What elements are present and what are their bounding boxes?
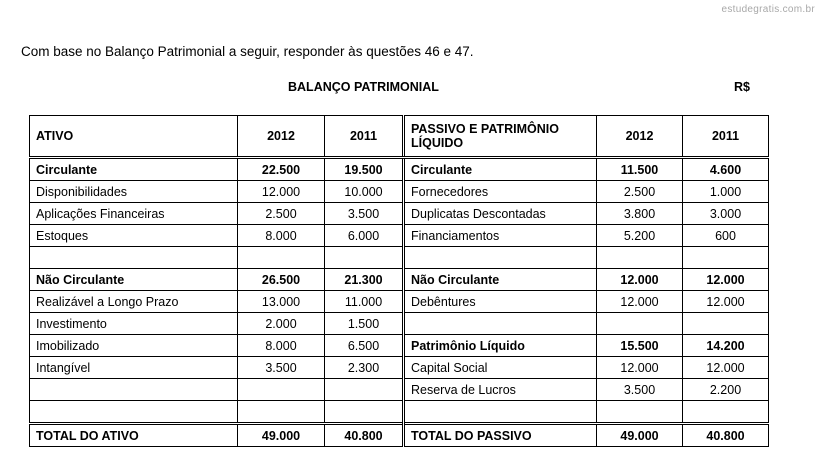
passivo-label: Patrimônio Líquido	[404, 335, 597, 357]
passivo-2011: 12.000	[683, 269, 769, 291]
ativo-label: Imobilizado	[30, 335, 238, 357]
currency-label: R$	[734, 80, 750, 94]
passivo-2011: 600	[683, 225, 769, 247]
table-row-empty	[30, 401, 769, 424]
ativo-2011: 6.500	[325, 335, 404, 357]
passivo-label	[404, 313, 597, 335]
ativo-label: Estoques	[30, 225, 238, 247]
ativo-label	[30, 379, 238, 401]
header-ativo-2011: 2011	[325, 116, 404, 158]
passivo-2011: 1.000	[683, 181, 769, 203]
total-passivo-label: TOTAL DO PASSIVO	[404, 424, 597, 447]
ativo-2012: 8.000	[238, 225, 325, 247]
passivo-label	[404, 247, 597, 269]
passivo-2012: 3.500	[597, 379, 683, 401]
table-header-row	[30, 116, 769, 158]
total-ativo-2012: 49.000	[238, 424, 325, 447]
ativo-2012: 3.500	[238, 357, 325, 379]
totals-row	[30, 424, 769, 447]
passivo-label	[404, 401, 597, 424]
table-row	[30, 225, 769, 247]
total-passivo-2012: 49.000	[597, 424, 683, 447]
ativo-label: Realizável a Longo Prazo	[30, 291, 238, 313]
passivo-2012	[597, 247, 683, 269]
ativo-label: Aplicações Financeiras	[30, 203, 238, 225]
ativo-2011: 21.300	[325, 269, 404, 291]
passivo-label: Não Circulante	[404, 269, 597, 291]
passivo-2012: 12.000	[597, 291, 683, 313]
table-row	[30, 269, 769, 291]
ativo-2011: 11.000	[325, 291, 404, 313]
passivo-label: Financiamentos	[404, 225, 597, 247]
table-row	[30, 335, 769, 357]
ativo-2011: 2.300	[325, 357, 404, 379]
header-ativo-2012: 2012	[238, 116, 325, 158]
passivo-2012: 12.000	[597, 269, 683, 291]
ativo-2011: 19.500	[325, 158, 404, 181]
ativo-2012	[238, 247, 325, 269]
passivo-2012: 11.500	[597, 158, 683, 181]
ativo-2012: 26.500	[238, 269, 325, 291]
passivo-2012: 3.800	[597, 203, 683, 225]
ativo-2012: 8.000	[238, 335, 325, 357]
passivo-2012: 2.500	[597, 181, 683, 203]
passivo-2012	[597, 401, 683, 424]
ativo-label	[30, 247, 238, 269]
header-passivo-2011: 2011	[683, 116, 769, 158]
passivo-label: Fornecedores	[404, 181, 597, 203]
table-row	[30, 203, 769, 225]
header-passivo: PASSIVO E PATRIMÔNIO LÍQUIDO	[404, 116, 597, 158]
ativo-2012: 12.000	[238, 181, 325, 203]
passivo-label: Circulante	[404, 158, 597, 181]
passivo-2011	[683, 247, 769, 269]
passivo-label: Reserva de Lucros	[404, 379, 597, 401]
passivo-label: Duplicatas Descontadas	[404, 203, 597, 225]
ativo-2012: 2.000	[238, 313, 325, 335]
intro-text: Com base no Balanço Patrimonial a seguir, responder às questões 46 e 47.	[21, 44, 474, 59]
ativo-label: Não Circulante	[30, 269, 238, 291]
table-row	[30, 379, 769, 401]
table-row	[30, 181, 769, 203]
header-passivo-2012: 2012	[597, 116, 683, 158]
ativo-label: Investimento	[30, 313, 238, 335]
passivo-2012	[597, 313, 683, 335]
ativo-2011: 3.500	[325, 203, 404, 225]
ativo-label: Disponibilidades	[30, 181, 238, 203]
ativo-2011: 10.000	[325, 181, 404, 203]
passivo-label: Capital Social	[404, 357, 597, 379]
passivo-2011	[683, 401, 769, 424]
table-row	[30, 357, 769, 379]
table-row	[30, 158, 769, 181]
statement-title: BALANÇO PATRIMONIAL	[288, 80, 439, 94]
total-ativo-2011: 40.800	[325, 424, 404, 447]
ativo-2011	[325, 401, 404, 424]
passivo-2012: 15.500	[597, 335, 683, 357]
ativo-2012: 22.500	[238, 158, 325, 181]
passivo-2011: 4.600	[683, 158, 769, 181]
ativo-2011	[325, 247, 404, 269]
ativo-2012	[238, 379, 325, 401]
ativo-2011	[325, 379, 404, 401]
ativo-2012: 2.500	[238, 203, 325, 225]
passivo-2011: 3.000	[683, 203, 769, 225]
passivo-2011	[683, 313, 769, 335]
table-row-empty	[30, 247, 769, 269]
site-watermark: estudegratis.com.br	[721, 4, 815, 15]
table-row	[30, 313, 769, 335]
passivo-2011: 12.000	[683, 357, 769, 379]
passivo-2011: 2.200	[683, 379, 769, 401]
table-row	[30, 291, 769, 313]
header-ativo: ATIVO	[30, 116, 238, 158]
ativo-2011: 6.000	[325, 225, 404, 247]
total-ativo-label: TOTAL DO ATIVO	[30, 424, 238, 447]
ativo-label	[30, 401, 238, 424]
ativo-label: Circulante	[30, 158, 238, 181]
ativo-2012	[238, 401, 325, 424]
total-passivo-2011: 40.800	[683, 424, 769, 447]
ativo-2011: 1.500	[325, 313, 404, 335]
ativo-2012: 13.000	[238, 291, 325, 313]
passivo-2011: 14.200	[683, 335, 769, 357]
passivo-label: Debêntures	[404, 291, 597, 313]
ativo-label: Intangível	[30, 357, 238, 379]
passivo-2011: 12.000	[683, 291, 769, 313]
passivo-2012: 5.200	[597, 225, 683, 247]
passivo-2012: 12.000	[597, 357, 683, 379]
balance-sheet-table	[29, 115, 769, 447]
